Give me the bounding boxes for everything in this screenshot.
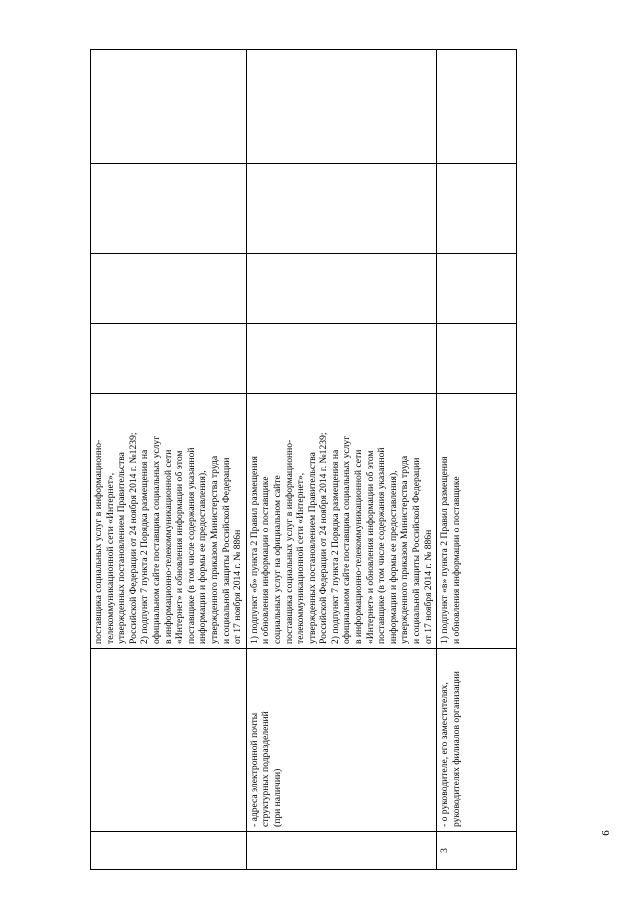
empty-cell (246, 164, 437, 254)
legal-basis-cell: поставщика социальных услуг в информационно- телекоммуникационной сети «Интернет», утвержденных постановлением Правительства Российской Федерации от 24 ноября 2014 г. №1239; 2) подпункт 7 пункта 2 Порядка размещения на официальном сайте поставщика социальных услуг в информационно-телекоммуникационной сети «Интернет» и обновления информации об этом поставщике (в том числе содержания указанной информации и формы ее предоставления), утвержденного приказом Министерства труда и социальной защиты Российской Федерации от 17 ноября 2014 г. № 886н (91, 394, 247, 649)
empty-cell (91, 50, 247, 164)
item-name-cell: - о руководителе, его заместителях, руководителях филиалов организации (437, 649, 517, 832)
empty-cell (91, 324, 247, 394)
empty-cell (437, 164, 517, 254)
requirements-table (90, 49, 517, 870)
empty-cell (246, 324, 437, 394)
empty-cell (246, 50, 437, 164)
page-number: 6 (599, 830, 612, 836)
empty-cell (91, 164, 247, 254)
row-number-cell (246, 832, 437, 870)
row-number-cell (91, 832, 247, 870)
empty-cell (437, 324, 517, 394)
item-name-cell: - адреса электронной почты структурных подразделений (при наличии) (246, 649, 437, 832)
item-name-cell (91, 649, 247, 832)
table-row (437, 50, 517, 870)
empty-cell (91, 254, 247, 324)
empty-cell (246, 254, 437, 324)
table-row (246, 50, 437, 870)
legal-basis-cell: 1) подпункт «в» пункта 2 Правил размещения и обновления информации о поставщике (437, 394, 517, 649)
table-row (91, 50, 247, 870)
empty-cell (437, 50, 517, 164)
row-number-cell: 3 (437, 832, 517, 870)
empty-cell (437, 254, 517, 324)
rotated-table-area (90, 50, 560, 870)
legal-basis-cell: 1) подпункт «б» пункта 2 Правил размещения и обновления информации о поставщике социальных услуг на официальном сайте поставщика социальных услуг в информационно- телекоммуникационной сети «Интернет», утвержденных постановлением Правительства Российской Федерации от 24 ноября 2014 г. №1239; 2) подпункт 7 пункта 2 Порядка размещения на официальном сайте поставщика социальных услуг в информационно-телекоммуникационной сети «Интернет» и обновления информации об этом поставщике (в том числе содержания указанной информации и формы ее предоставления), утвержденного приказом Министерства труда и социальной защиты Российской Федерации от 17 ноября 2014 г. № 886н (246, 394, 437, 649)
